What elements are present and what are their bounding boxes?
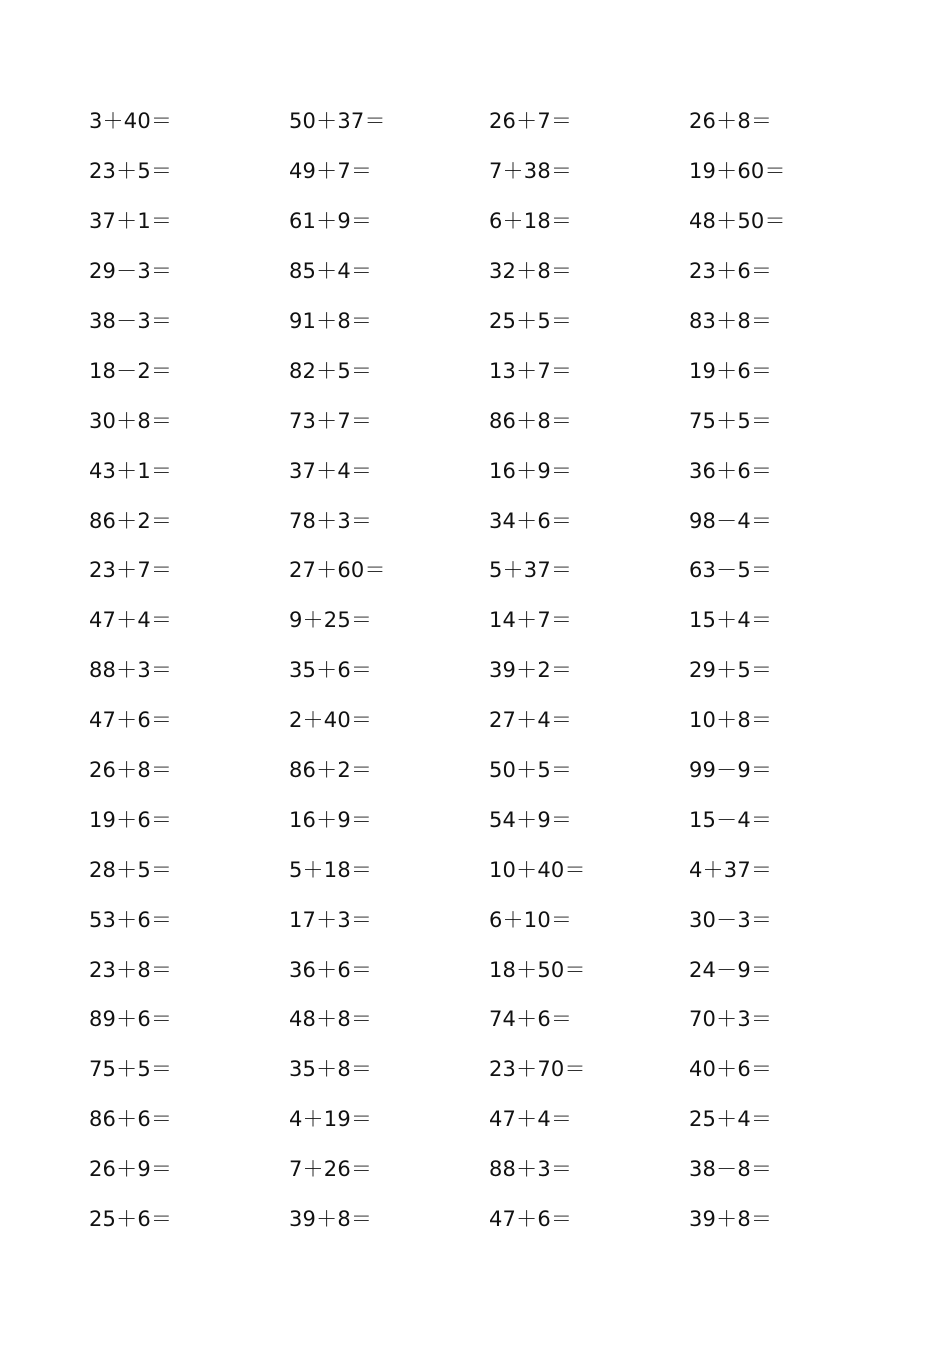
math-problem: 91＋8＝ <box>289 309 373 333</box>
math-problem: 24－9＝ <box>689 957 773 982</box>
math-problem: 26＋8＝ <box>689 109 773 134</box>
math-problem: 53＋6＝ <box>89 907 173 932</box>
problem-row <box>89 995 889 1045</box>
math-problem: 6＋18＝ <box>489 209 573 234</box>
problem-row <box>89 1145 889 1195</box>
problem-row <box>89 696 889 746</box>
math-problem: 25＋6＝ <box>89 1207 173 1232</box>
problem-row <box>89 446 889 496</box>
math-problem: 26＋7＝ <box>489 109 573 134</box>
math-problem: 3＋40＝ <box>89 109 173 134</box>
math-problem: 99－9＝ <box>689 758 773 783</box>
math-problem: 48＋8＝ <box>289 1007 373 1032</box>
math-problem: 30－3＝ <box>689 907 773 932</box>
math-problem: 23＋70＝ <box>489 1057 586 1082</box>
math-problem: 88＋3＝ <box>89 658 173 683</box>
math-problem: 89＋6＝ <box>89 1007 173 1032</box>
problem-row <box>89 596 889 646</box>
math-problem: 5＋18＝ <box>289 857 373 882</box>
math-problem: 7＋38＝ <box>489 159 573 184</box>
math-problem: 86＋6＝ <box>89 1107 173 1132</box>
math-problem: 38－8＝ <box>689 1157 773 1182</box>
math-problem: 23＋6＝ <box>689 259 773 284</box>
math-problem: 27＋60＝ <box>289 558 386 583</box>
math-problem: 37＋1＝ <box>89 209 173 234</box>
math-problem: 23＋7＝ <box>89 558 173 583</box>
math-problem: 13＋7＝ <box>489 358 573 383</box>
math-problem: 19＋6＝ <box>89 807 173 832</box>
problem-row <box>89 496 889 546</box>
math-problem: 54＋9＝ <box>489 807 573 832</box>
math-problem: 25＋4＝ <box>689 1107 773 1132</box>
math-problem: 40＋6＝ <box>689 1057 773 1082</box>
math-problem: 27＋4＝ <box>489 708 573 733</box>
math-problem: 2＋40＝ <box>289 708 373 733</box>
math-problem: 15＋4＝ <box>689 608 773 633</box>
math-problem: 18－2＝ <box>89 358 173 383</box>
math-problem: 26＋8＝ <box>89 758 173 783</box>
math-problem: 35＋8＝ <box>289 1057 373 1082</box>
math-problem: 6＋10＝ <box>489 907 573 932</box>
problem-row <box>89 97 889 147</box>
math-problem: 14＋7＝ <box>489 608 573 633</box>
math-problem: 17＋3＝ <box>289 907 373 932</box>
math-problem: 36＋6＝ <box>289 957 373 982</box>
math-problem: 88＋3＝ <box>489 1157 573 1182</box>
math-problem: 98－4＝ <box>689 508 773 533</box>
math-problem: 47＋6＝ <box>89 708 173 733</box>
math-problem: 32＋8＝ <box>489 259 573 284</box>
problem-row <box>89 297 889 347</box>
problem-row <box>89 1045 889 1095</box>
math-problem: 23＋5＝ <box>89 159 173 184</box>
problem-row <box>89 197 889 247</box>
math-problem: 39＋8＝ <box>289 1207 373 1232</box>
math-problem: 83＋8＝ <box>689 309 773 333</box>
math-problem: 86＋2＝ <box>289 758 373 783</box>
problem-row <box>89 945 889 995</box>
math-problem: 28＋5＝ <box>89 857 173 882</box>
math-problem: 47＋6＝ <box>489 1207 573 1232</box>
math-problem: 29＋5＝ <box>689 658 773 683</box>
problem-row <box>89 845 889 895</box>
math-problem: 15－4＝ <box>689 807 773 832</box>
problem-row <box>89 147 889 197</box>
math-problem: 50＋5＝ <box>489 758 573 783</box>
problem-row <box>89 895 889 945</box>
math-problem: 25＋5＝ <box>489 309 573 333</box>
math-problem: 19＋60＝ <box>689 159 786 184</box>
math-problem: 19＋6＝ <box>689 358 773 383</box>
math-problem: 35＋6＝ <box>289 658 373 683</box>
problem-row <box>89 546 889 596</box>
problem-row <box>89 247 889 297</box>
math-problem: 37＋4＝ <box>289 458 373 483</box>
math-problem: 9＋25＝ <box>289 608 373 633</box>
math-problem: 18＋50＝ <box>489 957 586 982</box>
math-problem: 16＋9＝ <box>289 807 373 832</box>
math-problem: 4＋37＝ <box>689 857 773 882</box>
math-problem: 70＋3＝ <box>689 1007 773 1032</box>
math-problem: 85＋4＝ <box>289 259 373 284</box>
problem-row <box>89 346 889 396</box>
math-problem: 49＋7＝ <box>289 159 373 184</box>
math-problem: 75＋5＝ <box>689 408 773 433</box>
math-problem: 36＋6＝ <box>689 458 773 483</box>
math-problem: 43＋1＝ <box>89 458 173 483</box>
math-problem: 73＋7＝ <box>289 408 373 433</box>
math-problem: 86＋8＝ <box>489 408 573 433</box>
math-problem: 63－5＝ <box>689 558 773 583</box>
math-problem: 82＋5＝ <box>289 358 373 383</box>
problem-row <box>89 795 889 845</box>
math-problem: 74＋6＝ <box>489 1007 573 1032</box>
problem-row <box>89 1195 889 1245</box>
math-problem: 75＋5＝ <box>89 1057 173 1082</box>
math-problem: 48＋50＝ <box>689 209 786 234</box>
math-problem-grid <box>89 97 889 1244</box>
math-problem: 86＋2＝ <box>89 508 173 533</box>
math-problem: 26＋9＝ <box>89 1157 173 1182</box>
problem-row <box>89 646 889 696</box>
math-problem: 47＋4＝ <box>489 1107 573 1132</box>
problem-row <box>89 396 889 446</box>
math-problem: 34＋6＝ <box>489 508 573 533</box>
math-problem: 30＋8＝ <box>89 408 173 433</box>
math-problem: 7＋26＝ <box>289 1157 373 1182</box>
math-problem: 4＋19＝ <box>289 1107 373 1132</box>
problem-row <box>89 746 889 796</box>
math-problem: 10＋40＝ <box>489 857 586 882</box>
math-problem: 39＋8＝ <box>689 1207 773 1232</box>
math-problem: 23＋8＝ <box>89 957 173 982</box>
math-problem: 50＋37＝ <box>289 109 386 134</box>
math-problem: 78＋3＝ <box>289 508 373 533</box>
math-problem: 61＋9＝ <box>289 209 373 234</box>
math-problem: 39＋2＝ <box>489 658 573 683</box>
math-problem: 16＋9＝ <box>489 458 573 483</box>
problem-row <box>89 1095 889 1145</box>
math-problem: 29－3＝ <box>89 259 173 284</box>
math-problem: 38－3＝ <box>89 309 173 333</box>
math-problem: 47＋4＝ <box>89 608 173 633</box>
math-problem: 10＋8＝ <box>689 708 773 733</box>
math-problem: 5＋37＝ <box>489 558 573 583</box>
